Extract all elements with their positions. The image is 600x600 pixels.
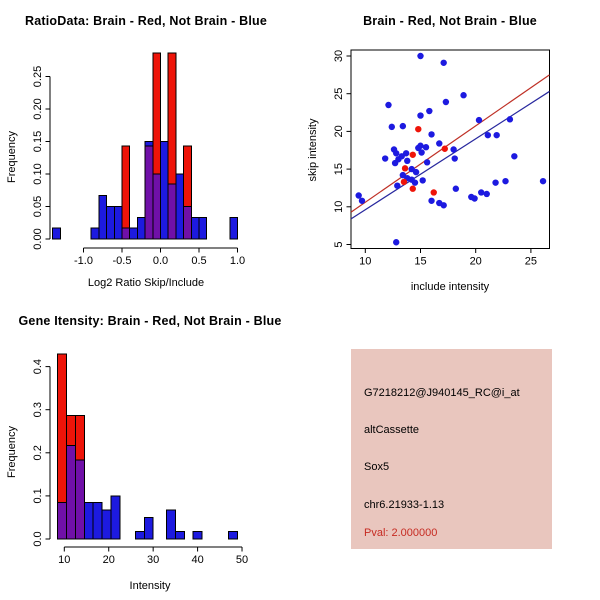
data-point-notbrain (382, 155, 388, 161)
hist-bar-brain (75, 416, 84, 460)
hist-bar-brain (122, 146, 130, 228)
x-tick-label: 20 (102, 554, 115, 566)
y-tick-label: 20 (333, 125, 345, 138)
y-tick-label: 0.10 (32, 163, 44, 185)
data-point-notbrain (440, 60, 446, 66)
ratio-histogram-title: RatioData: Brain - Red, Not Brain - Blue (24, 14, 268, 28)
x-tick-label: -0.5 (112, 255, 132, 267)
data-point-notbrain (404, 158, 410, 164)
hist-bar-notbrain (144, 517, 153, 539)
y-tick-label: 0.1 (32, 488, 44, 504)
data-point-notbrain (476, 117, 482, 123)
y-tick-label: 15 (333, 162, 345, 176)
x-tick-label: 50 (235, 554, 249, 566)
x-tick-label: 25 (524, 255, 538, 268)
hist-bar-notbrain (230, 218, 238, 239)
x-tick-label: 10 (359, 255, 372, 268)
data-point-notbrain (423, 144, 429, 150)
notbrain-regression-line (351, 91, 549, 218)
y-tick-label: 0.3 (32, 402, 44, 418)
x-tick-label: 15 (414, 255, 427, 268)
hist-bar-notbrain (111, 496, 120, 539)
hist-bar-brain (67, 416, 76, 446)
x-tick-label: 20 (469, 255, 482, 268)
hist-bar-notbrain (84, 502, 93, 539)
data-point-notbrain (428, 131, 434, 137)
y-tick-label: 30 (333, 49, 345, 63)
hist-bar-notbrain (102, 510, 111, 539)
x-tick-label: -1.0 (74, 255, 93, 267)
gene-histogram-xlabel: Intensity (129, 580, 171, 592)
data-point-notbrain (540, 178, 546, 184)
hist-bar-notbrain (191, 218, 199, 239)
data-point-notbrain (417, 112, 423, 118)
chromosome-location-text: chr6.21933-1.13 (364, 499, 445, 511)
data-point-notbrain (428, 198, 434, 204)
data-point-notbrain (426, 108, 432, 114)
hist-bar-notbrain (137, 218, 145, 239)
data-point-brain (410, 152, 416, 158)
data-point-notbrain (400, 123, 406, 129)
x-tick-label: 40 (191, 554, 204, 566)
x-tick-label: 30 (147, 554, 160, 566)
hist-bar-overlap (153, 174, 161, 239)
hist-bar-brain (184, 146, 192, 206)
hist-bar-overlap (145, 146, 153, 239)
data-point-notbrain (507, 116, 513, 122)
data-point-notbrain (485, 132, 491, 138)
y-tick-label: 0.2 (32, 445, 44, 461)
hist-bar-overlap (168, 184, 176, 239)
y-tick-label: 0.05 (32, 195, 44, 218)
scatter-ylabel: skip intensity (307, 118, 319, 182)
hist-bar-notbrain (135, 532, 144, 539)
gene-histogram-ylabel: Frequency (6, 426, 18, 478)
data-point-notbrain (412, 179, 418, 185)
hist-bar-overlap (75, 460, 84, 539)
gene-histogram-plot (0, 300, 300, 600)
splice-type-text: altCassette (364, 424, 420, 436)
data-point-notbrain (355, 192, 361, 198)
data-point-notbrain (452, 155, 458, 161)
data-point-notbrain (450, 146, 456, 152)
data-point-notbrain (385, 102, 391, 108)
data-point-notbrain (436, 140, 442, 146)
hist-bar-overlap (67, 445, 76, 539)
y-tick-label: 0.25 (32, 65, 44, 88)
hist-bar-notbrain (166, 510, 175, 539)
ratio-histogram-xlabel: Log2 Ratio Skip/Include (87, 277, 205, 289)
data-point-notbrain (424, 159, 430, 165)
plot-box (351, 50, 550, 249)
data-point-notbrain (460, 92, 466, 98)
gene-name-text: Sox5 (364, 461, 390, 473)
data-point-notbrain (440, 202, 446, 208)
hist-bar-brain (168, 53, 176, 184)
scatter-plot (300, 0, 600, 300)
y-tick-label: 0.00 (32, 228, 44, 250)
y-tick-label: 0.20 (32, 98, 44, 120)
brain-regression-line (351, 75, 549, 212)
x-tick-label: 0.0 (152, 255, 169, 267)
hist-bar-brain (153, 53, 161, 174)
hist-bar-overlap (184, 207, 192, 240)
pval-text: Pval: 2.000000 (364, 527, 438, 539)
y-tick-label: 0.0 (32, 531, 44, 547)
data-point-notbrain (453, 186, 459, 192)
hist-bar-overlap (58, 502, 67, 539)
data-point-brain (431, 189, 437, 195)
hist-bar-notbrain (161, 142, 169, 240)
data-point-notbrain (478, 189, 484, 195)
x-tick-label: 0.5 (191, 255, 207, 267)
hist-bar-brain (58, 354, 67, 502)
y-tick-label: 25 (333, 87, 345, 100)
gene-info-panel (351, 349, 552, 549)
data-point-notbrain (393, 239, 399, 245)
data-point-notbrain (359, 198, 365, 204)
y-tick-label: 0.4 (32, 358, 44, 375)
x-tick-label: 10 (58, 554, 71, 566)
hist-bar-notbrain (175, 532, 184, 539)
hist-bar-notbrain (93, 502, 102, 539)
data-point-notbrain (413, 169, 419, 175)
hist-bar-notbrain (114, 207, 122, 240)
y-tick-label: 10 (333, 200, 345, 213)
hist-bar-notbrain (53, 228, 61, 239)
data-point-notbrain (403, 150, 409, 156)
data-point-notbrain (493, 132, 499, 138)
scatter-xlabel: include intensity (410, 281, 490, 293)
hist-bar-notbrain (91, 228, 99, 239)
hist-bar-notbrain (107, 207, 115, 240)
y-tick-label: 0.15 (32, 130, 44, 153)
data-point-brain (415, 126, 421, 132)
data-point-notbrain (492, 179, 498, 185)
data-point-notbrain (484, 191, 490, 197)
data-point-brain (410, 186, 416, 192)
data-point-notbrain (511, 153, 517, 159)
hist-bar-notbrain (229, 532, 238, 539)
data-point-notbrain (394, 182, 400, 188)
hist-bar-overlap (122, 228, 130, 239)
data-point-notbrain (443, 99, 449, 105)
data-point-brain (442, 146, 448, 152)
gene-histogram-title: Gene Itensity: Brain - Red, Not Brain - Blue (18, 314, 282, 328)
data-point-notbrain (471, 195, 477, 201)
data-point-notbrain (502, 178, 508, 184)
data-point-brain (401, 179, 407, 185)
scatter-title: Brain - Red, Not Brain - Blue (363, 14, 537, 28)
data-point-notbrain (418, 149, 424, 155)
data-point-notbrain (417, 53, 423, 59)
hist-bar-notbrain (199, 218, 207, 239)
data-point-brain (402, 165, 408, 171)
probe-id-text: G7218212@J940145_RC@i_at (364, 387, 520, 399)
hist-bar-notbrain (130, 228, 138, 239)
ratio-histogram-ylabel: Frequency (6, 131, 18, 183)
x-tick-label: 1.0 (229, 255, 246, 267)
ratio-histogram-plot (0, 0, 300, 300)
data-point-notbrain (393, 150, 399, 156)
y-tick-label: 5 (333, 241, 345, 248)
data-point-notbrain (420, 177, 426, 183)
data-point-notbrain (389, 124, 395, 130)
hist-bar-notbrain (99, 195, 107, 239)
hist-bar-notbrain (145, 142, 153, 147)
hist-bar-notbrain (193, 532, 202, 539)
data-point-notbrain (395, 156, 401, 162)
hist-bar-notbrain (176, 174, 184, 239)
